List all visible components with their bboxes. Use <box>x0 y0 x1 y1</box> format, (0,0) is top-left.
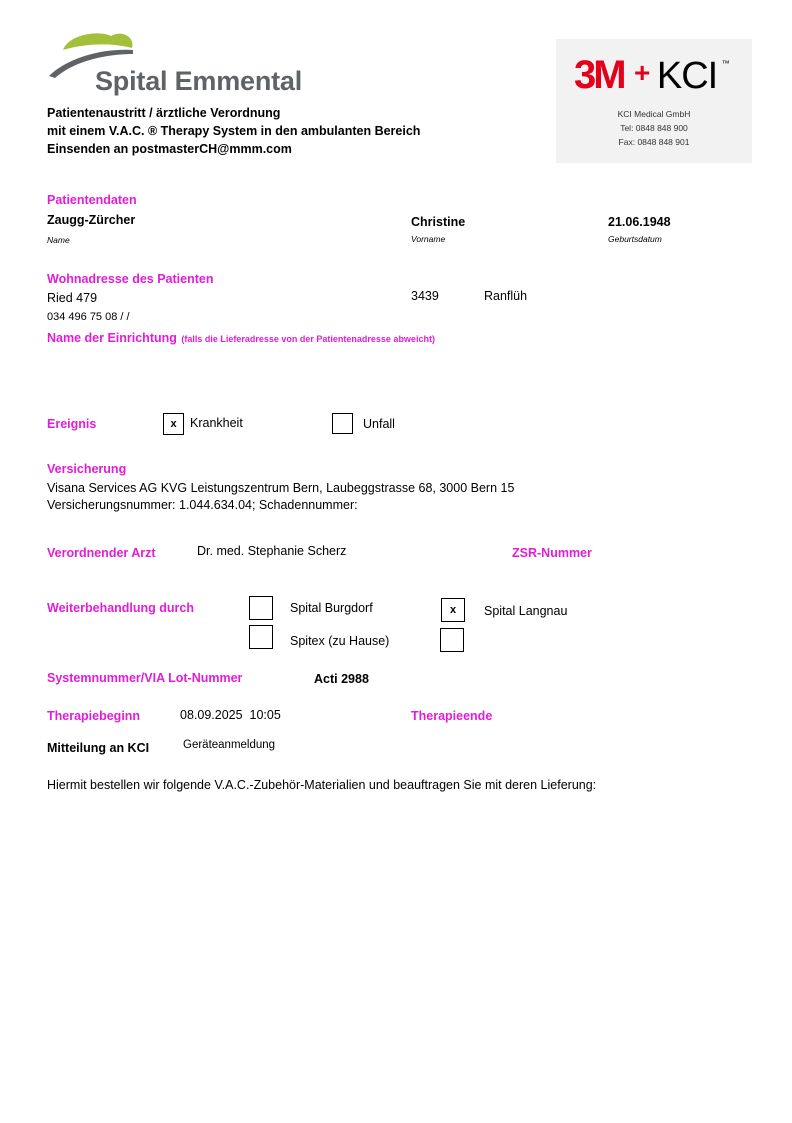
doctor-label: Verordnender Arzt <box>47 546 156 560</box>
trademark: ™ <box>721 59 730 68</box>
doctor-name: Dr. med. Stephanie Scherz <box>197 544 347 558</box>
therapy-end-label: Therapieende <box>411 709 493 723</box>
illness-checkbox[interactable]: x <box>163 413 184 435</box>
patient-surname-caption: Name <box>47 235 70 245</box>
followup-opt4-checkbox[interactable] <box>440 628 464 652</box>
facility-label-row <box>47 329 435 347</box>
spital-emmental-logo <box>47 28 327 103</box>
partner-logo-box <box>556 39 752 163</box>
partner-tel: Tel: 0848 848 900 <box>620 123 688 133</box>
followup-label: Weiterbehandlung durch <box>47 601 194 615</box>
address-phone: 034 496 75 08 / / <box>47 311 130 323</box>
address-street: Ried 479 <box>47 291 98 305</box>
order-text: Hiermit bestellen wir folgende V.A.C.-Zubehör-Materialien und beauftragen Sie mit deren Lieferung: <box>47 778 597 792</box>
address-zip: 3439 <box>411 289 439 303</box>
facility-note: (falls die Lieferadresse von der Patientenadresse abweicht) <box>181 334 435 344</box>
insurance-line-1: Visana Services AG KVG Leistungszentrum Bern, Laubeggstrasse 68, 3000 Bern 15 <box>47 481 515 495</box>
patient-surname: Zaugg-Zürcher <box>47 213 136 227</box>
brand-3m: 3M <box>574 53 624 97</box>
address-city: Ranflüh <box>484 289 528 303</box>
patient-birthdate: 21.06.1948 <box>608 215 671 229</box>
zsr-label: ZSR-Nummer <box>512 546 592 560</box>
illness-label: Krankheit <box>190 416 243 430</box>
facility-label: Name der Einrichtung <box>47 331 177 345</box>
patient-firstname-caption: Vorname <box>411 234 446 244</box>
title-line-1: Patientenaustritt / ärztliche Verordnung <box>47 106 281 120</box>
therapy-start-value: 08.09.2025 10:05 <box>180 708 281 722</box>
partner-company: KCI Medical GmbH <box>617 109 691 119</box>
followup-opt1-label: Spital Burgdorf <box>290 601 373 615</box>
system-label: Systemnummer/VIA Lot-Nummer <box>47 671 243 685</box>
title-line-3: Einsenden an postmasterCH@mmm.com <box>47 142 292 156</box>
patient-birthdate-caption: Geburtsdatum <box>608 234 662 244</box>
patient-section-label: Patientendaten <box>47 193 137 207</box>
followup-opt2-checkbox[interactable]: x <box>441 598 465 622</box>
accident-checkbox[interactable] <box>332 413 353 434</box>
address-section-label: Wohnadresse des Patienten <box>47 272 214 286</box>
followup-opt2-label: Spital Langnau <box>484 604 568 618</box>
message-value: Geräteanmeldung <box>183 739 276 751</box>
plus-icon: + <box>634 57 651 88</box>
therapy-start-label: Therapiebeginn <box>47 709 141 723</box>
partner-fax: Fax: 0848 848 901 <box>618 137 690 147</box>
followup-opt3-label: Spitex (zu Hause) <box>290 634 390 648</box>
accident-label: Unfall <box>363 417 395 431</box>
logo-text: Spital Emmental <box>95 66 303 96</box>
message-label: Mitteilung an KCI <box>47 741 150 755</box>
system-value: Acti 2988 <box>314 672 369 686</box>
insurance-line-2: Versicherungsnummer: 1.044.634.04; Schadennummer: <box>47 498 358 512</box>
patient-firstname: Christine <box>411 215 466 229</box>
insurance-label: Versicherung <box>47 462 127 476</box>
followup-opt1-checkbox[interactable] <box>249 596 273 620</box>
brand-kci: KCI <box>656 55 718 97</box>
event-label: Ereignis <box>47 417 97 431</box>
title-line-2: mit einem V.A.C. ® Therapy System in den ambulanten Bereich <box>47 124 421 138</box>
followup-opt3-checkbox[interactable] <box>249 625 273 649</box>
